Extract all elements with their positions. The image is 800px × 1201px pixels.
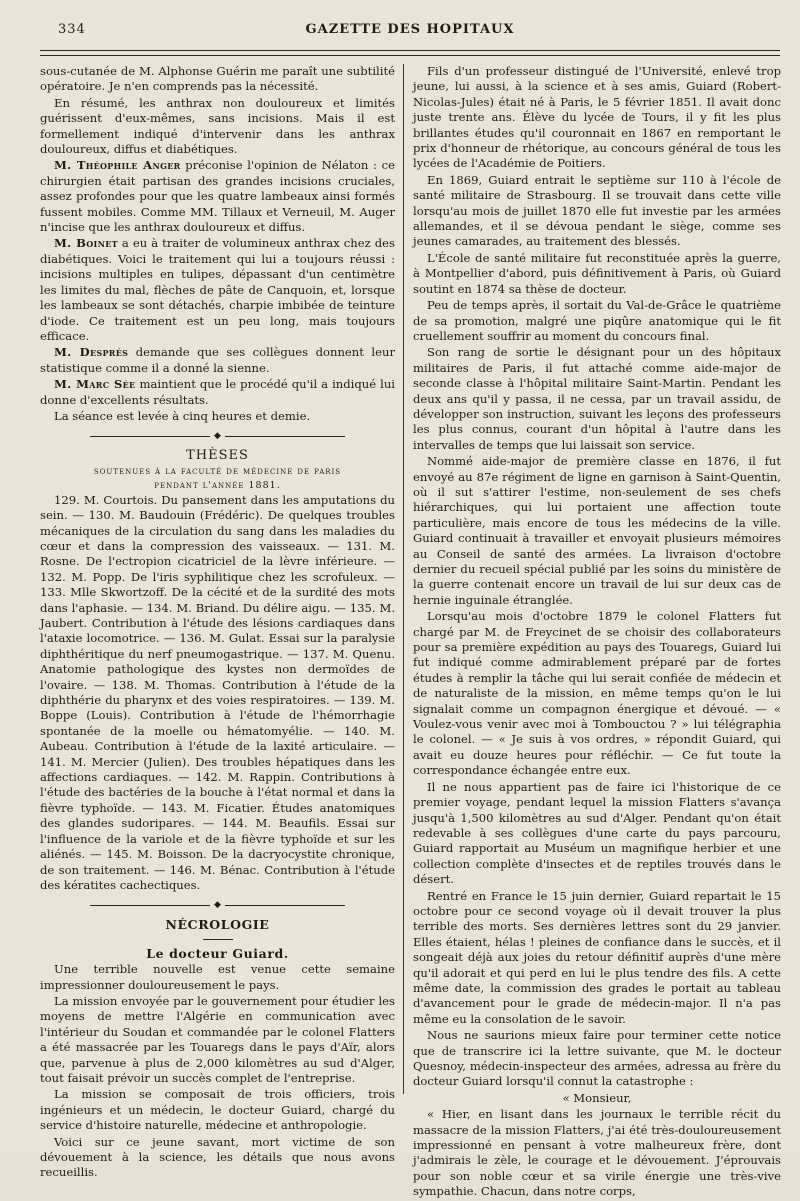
speaker-name: M. Théophile Anger bbox=[54, 158, 181, 173]
paragraph bbox=[40, 236, 395, 344]
paragraph-text: demande que ses collègues donnent leur statistique comme il a donné la sienne. bbox=[40, 345, 396, 375]
paragraph: La mission se composait de trois officiers, trois ingénieurs et un médecin, le docteur Guiard, chargé du service d'histoire naturelle, médecine et anthropologie. bbox=[40, 1087, 395, 1133]
letter-salutation: « Monsieur, bbox=[562, 1090, 632, 1105]
theses-subheading: soutenues à la faculté de médecine de paris bbox=[93, 465, 342, 477]
paragraph: L'École de santé militaire fut reconstituée après la guerre, à Montpellier d'abord, puis définitivement à Paris, où Guiard soutint en 1874 sa thèse de docteur. bbox=[413, 250, 781, 296]
paragraph: Fils d'un professeur distingué de l'Université, enlevé trop jeune, lui aussi, à la science et à ses amis, Guiard (Robert-Nicolas-Jules) était né à Paris, le 5 février 1851. Il avait donc juste trente ans. Élève du lycée de Tours, il y fit les plus brillantes études qu'il couronnait en 1867 en remportant le prix d'honneur de rhétorique, au concours général de tous les lycées de l'Académie de Poitiers. bbox=[413, 64, 781, 171]
section-separator bbox=[40, 897, 395, 913]
header-rule bbox=[40, 50, 780, 56]
column-divider bbox=[403, 64, 404, 1094]
paragraph: Nous ne saurions mieux faire pour terminer cette notice que de transcrire ici la lettre suivante, que M. le docteur Quesnoy, médecin-inspecteur des armées, adressa au frère du docteur Guiard lorsqu'il connut la catastrophe : bbox=[413, 1028, 781, 1089]
separator-line bbox=[90, 436, 210, 437]
right-column bbox=[413, 64, 781, 1201]
obituary-title: Le docteur Guiard. bbox=[146, 945, 289, 961]
paragraph bbox=[40, 377, 395, 408]
speaker-name: M. Marc Sée bbox=[54, 377, 136, 392]
paragraph-text: maintient que le procédé qu'il a indiqué lui donne d'excellents résultats. bbox=[40, 377, 395, 407]
paragraph: Rentré en France le 15 juin dernier, Guiard repartait le 15 octobre pour ce second voyage où il devait trouver la plus terrible des morts. Ses dernières lettres sont du 29 janvier. Elles étaient, hélas ! pleines de confiance dans le succès, et il songeait déjà aux joies du retour définitif auprès d'une mère qu'il adorait et qui perd en lui le plus tendre des fils. A cette même date, la commission des grades le portait au tableau d'avancement pour le grade de médecin-major. Il n'a pas même eu la consolation de le savoir. bbox=[413, 888, 781, 1026]
speaker-name: M. Boinet bbox=[54, 236, 118, 251]
paragraph: En résumé, les anthrax non douloureux et limités guérissent d'eux-mêmes, sans incisions. Mais il est formellement indiqué d'intervenir dans les anthrax douloureux, diffus et diabétiques. bbox=[40, 95, 395, 157]
paragraph: sous-cutanée de M. Alphonse Guérin me paraît une subtilité opératoire. Je n'en comprends pas la nécessité. bbox=[40, 64, 395, 94]
paragraph: Nommé aide-major de première classe en 1876, il fut envoyé au 87e régiment de ligne en garnison à Saint-Quentin, où il sut s'attirer l'estime, non-seulement de ses chefs hiérarchiques, qui lui portaient une affection toute particulière, mais encore de tous les médecins de la ville. Guiard continuait à travailler et envoyait plusieurs mémoires au Conseil de santé des armées. La livraison d'octobre dernier du recueil spécial publié par les soins du ministère de la guerre contenait encore un travail de lui sur deux cas de hernie inguinale étranglée. bbox=[413, 454, 781, 607]
short-rule bbox=[203, 939, 233, 940]
paragraph: Peu de temps après, il sortait du Val-de-Grâce le quatrième de sa promotion, malgré une piqûre anatomique qui le fit cruellement souffrir au moment du concours final. bbox=[413, 298, 781, 343]
paragraph bbox=[40, 345, 395, 376]
page-header bbox=[40, 18, 780, 42]
paragraph bbox=[40, 158, 395, 235]
separator-line bbox=[225, 436, 345, 437]
paragraph: Une terrible nouvelle est venue cette semaine impressionner douloureusement le pays. bbox=[40, 962, 395, 992]
separator-line bbox=[90, 905, 210, 906]
paragraph-text: préconise l'opinion de Nélaton : ce chirurgien était partisan des grandes incisions cruciales, assez profondes pour que les quatre lambeaux ainsi formés fussent mobiles. Comme MM. Tillaux et Verneuil, M. Auger n'incise que les anthrax douloureux et diffus. bbox=[40, 158, 395, 235]
page-number: 334 bbox=[58, 22, 86, 37]
theses-subheading: pendant l'année 1881. bbox=[154, 479, 281, 491]
necrology-heading: NÉCROLOGIE bbox=[165, 917, 270, 933]
paragraph: La mission envoyée par le gouvernement pour étudier les moyens de mettre l'Algérie en communication avec l'intérieur du Soudan et commandée par le colonel Flatters a été massacrée par les Touaregs dans le pays d'Aïr, alors que, parvenue à plus de 2,000 kilomètres au sud d'Alger, tout faisait prévoir un succès complet de l'entreprise. bbox=[40, 993, 395, 1085]
paragraph: Voici sur ce jeune savant, mort victime de son dévouement à la science, les détails que nous avons recueillis. bbox=[40, 1134, 395, 1180]
theses-heading: THÈSES bbox=[186, 448, 249, 464]
paragraph: La séance est levée à cinq heures et demie. bbox=[54, 408, 311, 423]
paragraph: En 1869, Guiard entrait le septième sur 110 à l'école de santé militaire de Strasbourg. Il se trouvait dans cette ville lorsqu'au mois de juillet 1870 elle fut investie par les armées allemandes, et il se dévoua pendant le siège, comme ses jeunes camarades, au traitement des blessés. bbox=[413, 172, 781, 249]
section-separator bbox=[40, 428, 395, 444]
paragraph: Lorsqu'au mois d'octobre 1879 le colonel Flatters fut chargé par M. de Freycinet de se choisir des collaborateurs pour sa première expédition au pays des Touaregs, Guiard lui fut indiqué comme admirablement préparé par de fortes études à remplir la tâche qui lui serait confiée de médecin et de naturaliste de la mission, en même temps qu'on le lui signalait comme un compagnon énergique et dévoué. — « Voulez-vous venir avec moi à Tombouctou ? » lui télégraphia le colonel. — « Je suis à vos ordres, » répondit Guiard, qui avait eu douze heures pour réfléchir. — Ce fut toute la correspondance échangée entre eux. bbox=[413, 609, 781, 778]
paragraph-text: a eu à traiter de volumineux anthrax chez des diabétiques. Voici le traitement qui lui a toujours réussi : incisions multiples en tulipes, dépassant d'un centimètre les limites du mal, flèches de pâte de Canquoin, et, lorsque les lambeaux se sont détachés, charpie imbibée de teinture d'iode. Ce traitement est un peu long, mais toujours efficace. bbox=[40, 236, 395, 343]
journal-title: GAZETTE DES HOPITAUX bbox=[305, 22, 515, 37]
paragraph: « Hier, en lisant dans les journaux le terrible récit du massacre de la mission Flatters, j'ai été très-douloureusement impressionné en pensant à votre malheureux frère, dont j'admirais le zèle, le courage et le dévouement. J'éprouvais pour son noble cœur et sa virile énergie une très-vive sympathie. Chacun, dans notre corps, bbox=[413, 1107, 781, 1199]
paragraph: Son rang de sortie le désignant pour un des hôpitaux militaires de Paris, il fut attaché comme aide-major de seconde classe à l'hôpital militaire Saint-Martin. Pendant les deux ans qu'il y passa, il ne cessa, par un travail assidu, de développer son instruction, suivant les leçons des professeurs les plus connus, courant d'un hôpital à l'autre dans les intervalles de temps que lui laissait son service. bbox=[413, 345, 781, 452]
separator-ornament: ◆ bbox=[214, 899, 221, 910]
left-column bbox=[40, 64, 395, 1182]
paragraph: Il ne nous appartient pas de faire ici l'historique de ce premier voyage, pendant lequel la mission Flatters s'avança jusqu'à 1,500 kilomètres au sud d'Alger. Pendant qu'on était redevable à ses collègues d'une carte du pays parcouru, Guiard rapportait au Muséum un magnifique herbier et une collection complète d'insectes et de reptiles trouvés dans le désert. bbox=[413, 779, 781, 887]
speaker-name: M. Després bbox=[54, 345, 129, 360]
theses-list: 129. M. Courtois. Du pansement dans les amputations du sein. — 130. M. Baudouin (Frédéric). De quelques troubles mécaniques de la circulation du sang dans les maladies du cœur et dans la compression des vaisseaux. — 131. M. Rosne. De l'ectropion cicatriciel de la lèvre inférieure. — 132. M. Popp. De l'iris syphilitique chez les scrofuleux. — 133. Mlle Skwortzoff. De la cécité et de la surdité des mots dans l'aphasie. — 134. M. Briand. Du délire aigu. — 135. M. Jaubert. Contribution à l'étude des lésions cardiaques dans l'ataxie locomotrice. — 136. M. Gulat. Essai sur la paralysie diphthéritique du nerf pneumogastrique. — 137. M. Quenu. Anatomie pathologique des kystes non dermoïdes de l'ovaire. — 138. M. Thomas. Contribution à l'étude de la diphthérie du pharynx et des voies respiratoires. — 139. M. Boppe (Louis). Contribution à l'étude de l'hémorrhagie spontanée de la moelle ou hématomyélie. — 140. M. Aubeau. Contribution à l'étude de la laxité articulaire. — 141. M. Mercier (Julien). Des troubles hépatiques dans les affections cardiaques. — 142. M. Rappin. Contributions à l'étude des bactéries de la bouche à l'état normal et dans la fièvre typhoïde. — 143. M. Ficatier. Études anatomiques des glandes sudoripares. — 144. M. Beaufils. Essai sur l'influence de la variole et de la fièvre typhoïde et sur les aliénés. — 145. M. Boisson. De la dacryocystite chronique, de son traitement. — 146. M. Bénac. Contribution à l'étude des kératites cachectiques. bbox=[40, 492, 395, 892]
separator-ornament: ◆ bbox=[214, 430, 221, 441]
separator-line bbox=[225, 905, 345, 906]
